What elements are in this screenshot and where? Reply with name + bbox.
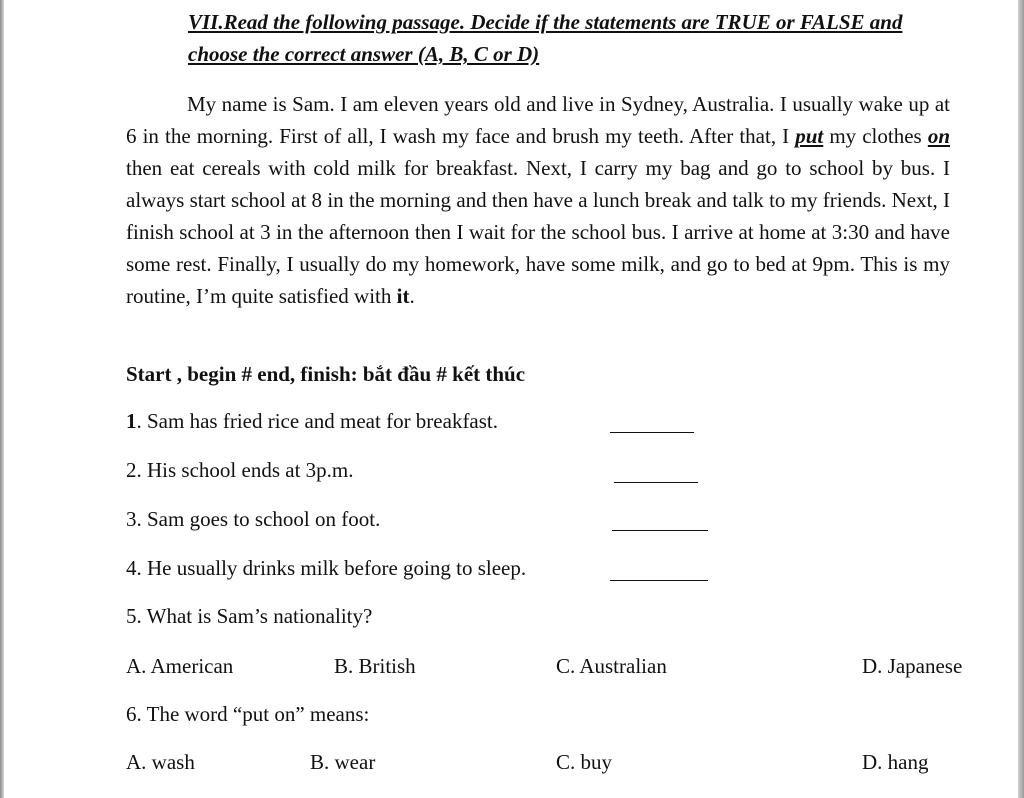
q5-option-b[interactable]: B. British — [334, 654, 416, 678]
answer-blank-2[interactable] — [614, 482, 698, 483]
statement-text: . Sam goes to school on foot. — [136, 507, 381, 531]
statement-number: 1 — [126, 409, 137, 433]
statement-text: . He usually drinks milk before going to sleep. — [136, 556, 527, 580]
keyword-put: put — [795, 124, 824, 148]
statement-1 — [126, 405, 498, 437]
q5-option-c[interactable]: C. Australian — [556, 654, 667, 678]
q5-option-a[interactable]: A. American — [126, 654, 234, 678]
answer-blank-3[interactable] — [612, 530, 708, 531]
passage-text-2: my clothes — [823, 124, 928, 148]
passage-text-4: . — [409, 284, 415, 308]
exercise-heading — [188, 6, 1018, 70]
statement-4 — [126, 552, 526, 584]
passage-text-3: then eat cereals with cold milk for breakfast. Next, I carry my bag and go to school by bus. I always start school at 8 in the morning and then have a lunch break and talk to my friends. Next, I finish school at 3 in the afternoon then I wait for the school bus. I arrive at home at 3:30 and have some rest. Finally, I usually do my homework, have some milk, and go to bed at 9pm. This is my routine, I’m quite satisfied with — [126, 156, 950, 308]
statement-2 — [126, 454, 353, 486]
passage-text-1: My name is Sam. I am eleven years old and live in Sydney, Australia. I usually wake up at 6 in the morning. First of all, I wash my face and brush my teeth. After that, I — [126, 92, 950, 148]
statement-number: 2 — [126, 458, 137, 482]
q6-option-c[interactable]: C. buy — [556, 750, 613, 774]
q6-option-b[interactable]: B. wear — [310, 750, 376, 774]
page-right-edge — [1018, 0, 1024, 798]
answer-blank-4[interactable] — [610, 580, 708, 581]
statement-number: 3 — [126, 507, 137, 531]
answer-blank-1[interactable] — [610, 432, 694, 433]
keyword-on: on — [927, 124, 950, 148]
statement-text: . His school ends at 3p.m. — [136, 458, 354, 482]
reading-passage — [126, 88, 950, 312]
question-5: 5. What is Sam’s nationality? — [126, 604, 373, 628]
keyword-it: it — [396, 284, 410, 308]
page-left-edge — [0, 0, 4, 798]
statement-3 — [126, 503, 380, 535]
question-6: 6. The word “put on” means: — [126, 702, 370, 726]
q6-option-d[interactable]: D. hang — [862, 750, 929, 774]
heading-line-1: VII.Read the following passage. Decide if the statements are TRUE or FALSE and — [188, 10, 903, 34]
heading-line-2: choose the correct answer (A, B, C or D) — [188, 42, 540, 66]
q5-option-d[interactable]: D. Japanese — [862, 654, 963, 678]
statement-text: . Sam has fried rice and meat for breakfast. — [136, 409, 499, 433]
vocabulary-note: Start , begin # end, finish: bắt đầu # kết thúc — [126, 362, 526, 386]
q6-option-a[interactable]: A. wash — [126, 750, 195, 774]
statement-number: 4 — [126, 556, 137, 580]
